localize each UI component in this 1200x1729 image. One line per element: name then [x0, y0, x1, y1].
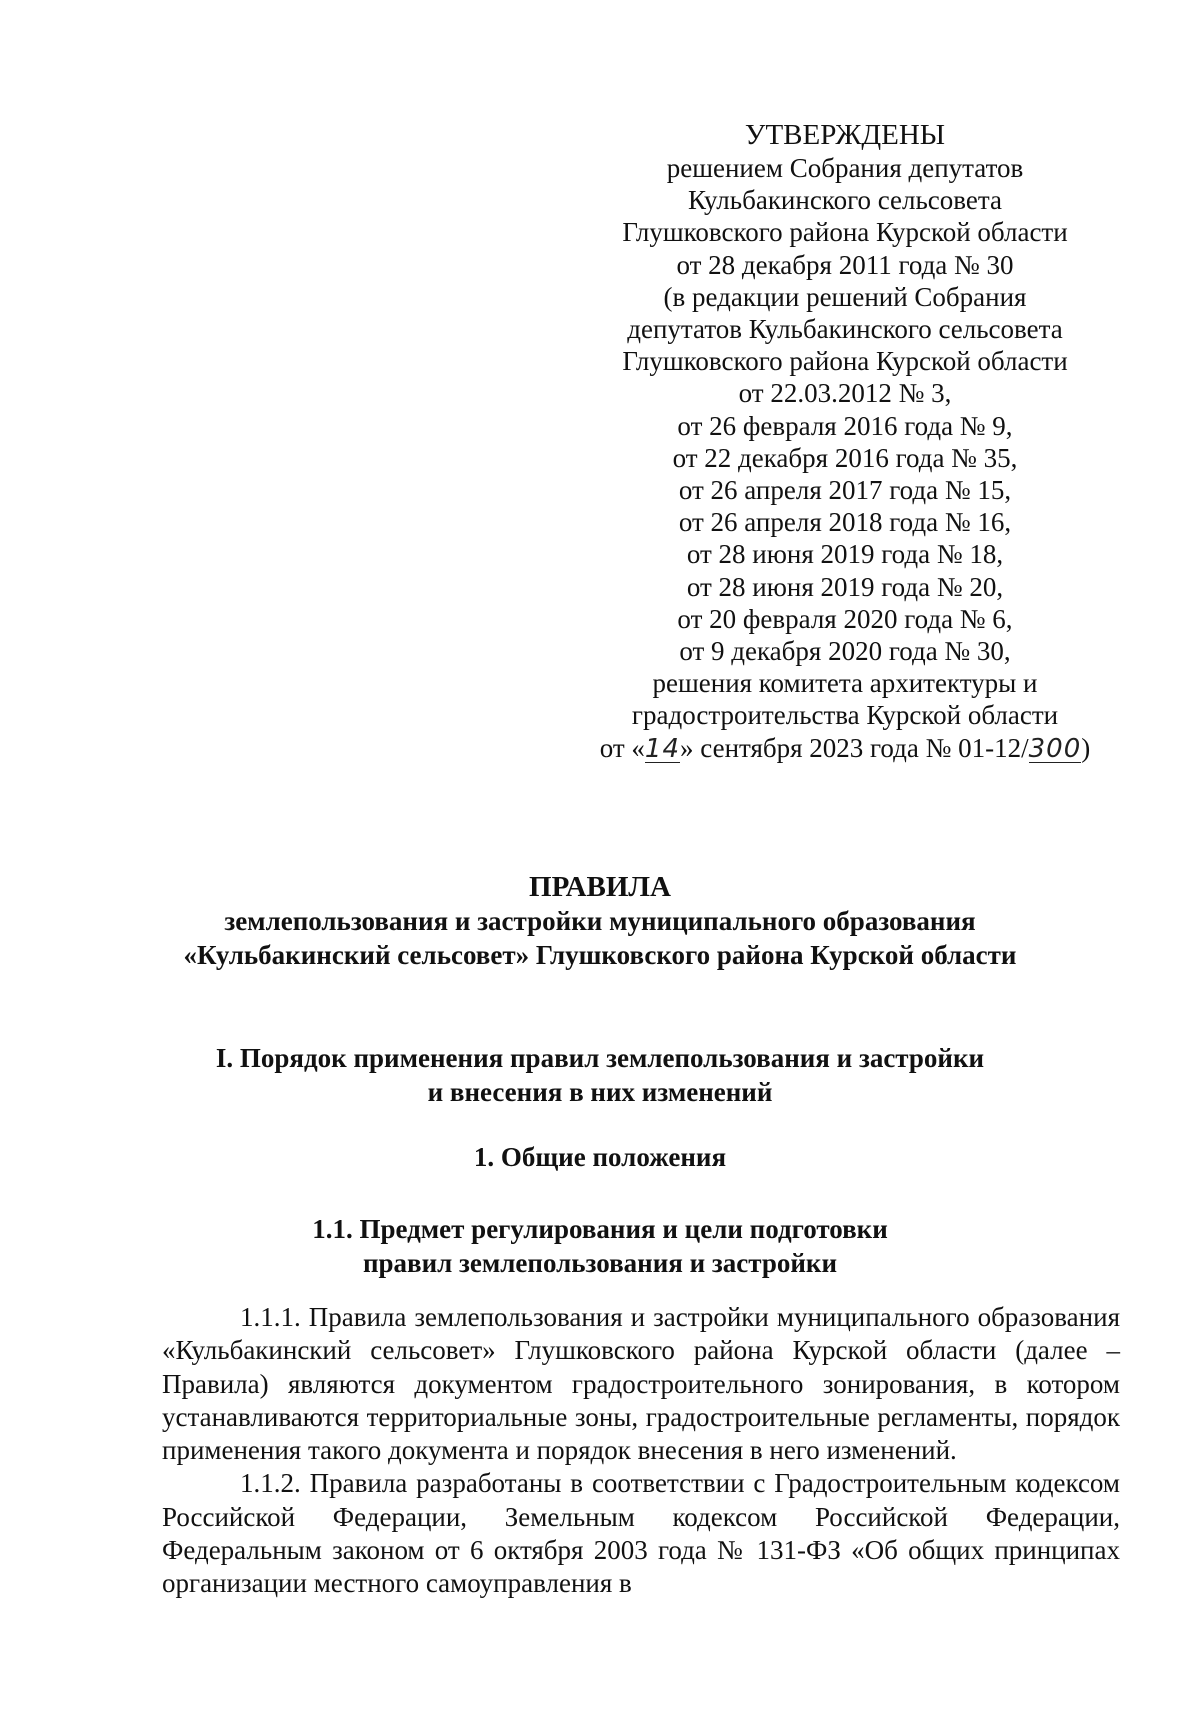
approval-line: от 28 декабря 2011 года № 30 [676, 249, 1014, 280]
section-heading [60, 1041, 1140, 1109]
approval-line: решением Собрания депутатов [666, 153, 1024, 183]
chapter-heading [60, 1140, 1140, 1174]
approval-stamp-block [560, 118, 1130, 764]
chapter-title: 1. Общие положения [473, 1142, 727, 1172]
approval-line: депутатов Кульбакинского сельсовета [627, 314, 1063, 345]
approval-line: от 28 июня 2019 года № 20, [686, 571, 1004, 602]
approval-line: Кульбакинского сельсовета [688, 185, 1002, 216]
approval-line: градостроительства Курской области [631, 700, 1059, 731]
title-line: землепользования и застройки муниципального образования [224, 906, 976, 936]
approval-line: от 26 апреля 2017 года № 15, [678, 475, 1012, 506]
section-line: I. Порядок применения правил землепользования и застройки [215, 1043, 985, 1073]
approval-line: от 26 апреля 2018 года № 16, [678, 507, 1012, 538]
approval-line: от 26 февраля 2016 года № 9, [677, 410, 1013, 441]
paragraph: 1.1.1. Правила землепользования и застройки муниципального образования «Кульбакинский сельсовет» Глушковского района Курской области (далее – Правила) являются документом градостроительного зонирования, в котором устанавливаются территориальные зоны, градостроительные регламенты, порядок применения такого документа и порядок внесения в него изменений. [162, 1302, 1120, 1466]
body-text [162, 1301, 1120, 1601]
approval-line: от 22 декабря 2016 года № 35, [672, 442, 1018, 473]
last-line-prefix: от « [599, 732, 645, 763]
approval-line: от 22.03.2012 № 3, [738, 378, 952, 409]
subsection-line: правил землепользования и застройки [362, 1248, 838, 1278]
approval-heading: УТВЕРЖДЕНЫ [744, 119, 946, 151]
title-main: ПРАВИЛА [529, 871, 671, 903]
approval-line: Глушковского района Курской области [622, 346, 1068, 377]
last-line-suffix: ) [1081, 732, 1091, 763]
handwritten-day [645, 735, 680, 763]
approval-last-line [560, 732, 1130, 764]
title-line: «Кульбакинский сельсовет» Глушковского района Курской области [183, 940, 1017, 970]
handwritten-day-text: 14 [644, 733, 681, 764]
document-title [60, 870, 1140, 972]
last-line-middle: » сентября 2023 года № 01-12/ [680, 732, 1029, 763]
subsection-line: 1.1. Предмет регулирования и цели подготовки [312, 1214, 888, 1244]
handwritten-number-text: 300 [1028, 733, 1082, 764]
approval-line: от 28 июня 2019 года № 18, [686, 539, 1004, 570]
approval-line: (в редакции решений Собрания [663, 281, 1027, 312]
paragraph: 1.1.2. Правила разработаны в соответствии с Градостроительным кодексом Российской Федерации, Земельным кодексом Российской Федерации, Федеральным законом от 6 октября 2003 года № 131-ФЗ «Об общих принципах организации местного самоуправления в [162, 1468, 1120, 1599]
approval-line: от 9 декабря 2020 года № 30, [679, 636, 1011, 667]
approval-line: Глушковского района Курской области [622, 217, 1068, 248]
section-line: и внесения в них изменений [427, 1077, 773, 1107]
handwritten-number [1029, 735, 1082, 763]
approval-line: решения комитета архитектуры и [652, 668, 1038, 699]
approval-line: от 20 февраля 2020 года № 6, [677, 603, 1013, 634]
subsection-heading [60, 1212, 1140, 1280]
